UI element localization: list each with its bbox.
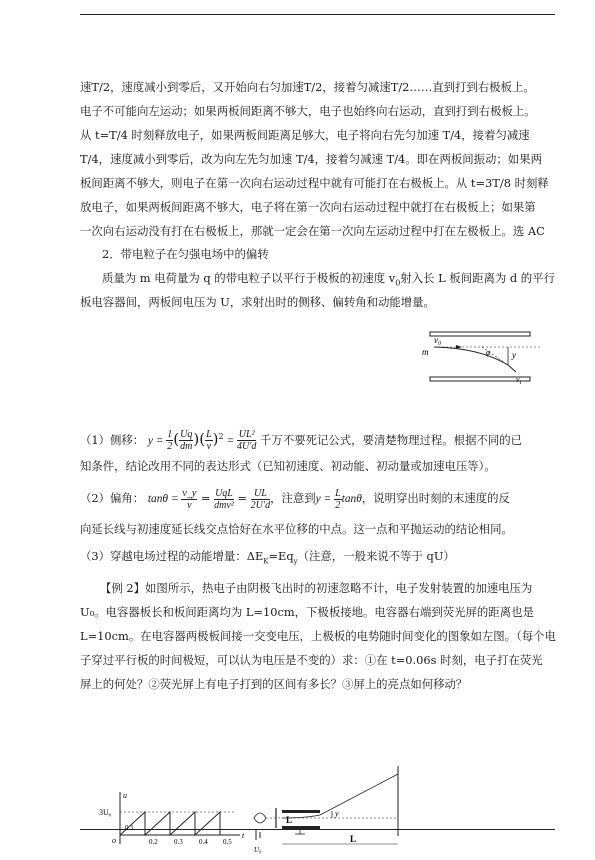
problem-line-2: 板电容器间，两板间电压为 U，求射出时的侧移、偏转角和动能增量。	[80, 295, 435, 309]
origin-label: o	[112, 836, 116, 845]
fraction-l-2	[334, 488, 342, 511]
y-label: y	[512, 350, 516, 360]
sawtooth-wave	[120, 812, 220, 835]
fraction-l-v	[205, 429, 213, 452]
example-line: L=10cm。在电容器两极板间接一交变电压，上极板的电势随时间变化的图象如左图。（每个电	[80, 629, 556, 643]
item-1-line-2: 知条件，结论改用不同的表达形式（已知初速度、初动能、初动量或加速电压等）。	[80, 459, 496, 473]
formula-y: y =	[147, 434, 167, 447]
fraction-den: 4U′d	[236, 441, 257, 453]
item-3-text: =Eq	[268, 549, 294, 563]
fraction-den: 2U′d	[250, 499, 271, 511]
trajectory-curve	[434, 347, 508, 365]
fraction-num: UL	[251, 488, 270, 500]
section-heading: 2．带电粒子在匀强电场中的偏转	[102, 247, 269, 261]
electron-deflection-apparatus	[250, 796, 400, 854]
fraction-den: 2	[167, 441, 173, 453]
vt-label: $v_t$	[516, 375, 522, 386]
lower-plate	[430, 377, 530, 381]
upper-plate	[430, 332, 530, 336]
item-1-line-1: （1）侧移： y = $\frac{1}{2}$ ( $\frac{Uq}{dm}$ )( $\frac{L}{v}$ )$^2$ = $\frac{\text{UL²}}{4U'd}$ 千万不要死记公式，要清楚物理过程。根据不同的已	[80, 429, 523, 453]
example-line: U₀。电容器板长和板间距离均为 L=10cm，下极板接地。电容器右端到荧光屏的距离也是	[80, 605, 534, 619]
header-rule	[80, 14, 555, 15]
formula-tan: tanθ =	[147, 493, 182, 505]
example-line: 子穿过平行板的时间极短，可以认为电压是不变的）求：①在 t=0.06s 时刻，电子打在荧光	[80, 653, 543, 667]
fraction-uq-dm	[179, 429, 193, 452]
tick-label: 0.1	[125, 824, 134, 832]
item-2-tail: ，说明穿出时刻的末速度的反	[361, 491, 510, 505]
fraction-num: L	[335, 487, 341, 499]
example-line: 【例 2】如图所示，热电子由阴极飞出时的初速忽略不计，电子发射装置的加速电压为	[100, 581, 533, 595]
fraction-den: dm	[180, 441, 193, 453]
item-2-label: （2）偏角：	[80, 491, 145, 505]
upper-plate	[282, 810, 320, 813]
item-2-mid: ，注意到	[270, 491, 316, 505]
u-axis-label: u	[123, 791, 127, 800]
item-2-line-1: （2）偏角： tanθ = $\frac{v\_y}{v}$ = $\frac{\text{UqL}}{\text{dmv²}}$ = $\frac{UL}{2U'd}$ ，注意到y = $\frac{L}{2}$ tanθ，说明穿出时刻的末速度的反	[80, 487, 510, 511]
example-line: 屏上的何处？②荧光屏上有电子打到的区间有多长？③屏上的亮点如何移动？	[80, 677, 468, 691]
fraction-num: L	[206, 429, 212, 441]
problem-text: 射入长 L 板间距离为 d 的平行	[400, 271, 555, 285]
fraction-num: Uq	[180, 429, 193, 441]
distance-label: L	[350, 834, 357, 844]
item-1-tail: 千万不要死记公式，要清楚物理过程。根据不同的已	[260, 432, 523, 447]
u0-label: U₀	[254, 846, 262, 854]
tick-label: 0.5	[223, 838, 232, 846]
paragraph-line: 速T/2，速度减小到零后，又开始向右匀加速T/2，接着匀减速T/2……直到打到右极板上。	[80, 80, 535, 94]
item-3-text: （3）穿越电场过程的动能增量：ΔE	[80, 549, 264, 563]
item-3-text: （注意，一般来说不等于 qU）	[297, 549, 455, 563]
y-label: y	[335, 809, 339, 818]
v0-label: $v_0$	[434, 335, 441, 347]
fraction-num: 1	[167, 429, 173, 441]
superscript: 2	[218, 432, 224, 441]
lower-plate	[282, 826, 320, 829]
paragraph-line: T/4，速度减小到零后，改为向左先匀加速 T/4，接着匀减速 T/4。即在两板间振动；如果两	[80, 152, 542, 166]
tick-label: 0.3	[174, 838, 183, 846]
formula-y2: y =	[315, 493, 335, 505]
equals: =	[223, 434, 237, 447]
fraction-vy-v	[181, 488, 197, 511]
paragraph-line: 放电子，如果两板间距离不够大，电子将在第一次向右运动过程中就打在右极板上；如果第	[80, 200, 536, 214]
plate-length-label: L	[286, 815, 293, 825]
subscript: y	[293, 557, 298, 566]
tick-label: 0.2	[149, 838, 158, 846]
subscript: 0	[395, 278, 401, 288]
fraction-den: v	[187, 499, 192, 511]
problem-text: 质量为 m 电荷量为 q 的带电粒子以平行于极板的初速度 v	[102, 271, 396, 285]
subscript: K	[263, 557, 269, 566]
deflection-diagram	[420, 320, 550, 395]
item-2-line-2: 向延长线与初速度延长线交点恰好在水平位移的中点。这一点和平抛运动的结论相同。	[80, 522, 513, 536]
mass-label: m	[422, 347, 429, 357]
tick-label: 0.4	[199, 838, 208, 846]
fraction-den: dmv²	[214, 499, 234, 511]
fraction-uql	[214, 488, 234, 511]
paragraph-line: 电子不可能向左运动；如果两板间距离不够大，电子也始终向右运动，直到打到右极板上。	[80, 104, 536, 118]
fraction-num: UqL	[215, 487, 233, 499]
paragraph-line: 板间距离不够大，则电子在第一次向右运动过程中就有可能打在右极板上。从 t=3T/8 时刻释	[80, 176, 549, 190]
cathode	[254, 813, 266, 823]
item-1-label: （1）侧移：	[80, 432, 145, 447]
problem-line-1	[102, 270, 555, 291]
tan-theta: tanθ	[341, 493, 362, 505]
fraction-num: UL²	[238, 429, 255, 441]
fraction-result	[237, 429, 256, 452]
fraction-den: 2	[335, 499, 341, 511]
voltage-time-graph	[95, 791, 245, 860]
t-axis-label: t	[242, 831, 245, 840]
item-3	[80, 548, 455, 569]
three-u0-label: 3U₀	[99, 808, 112, 817]
fraction-den: v	[206, 441, 212, 453]
phi-label: φ	[486, 348, 491, 357]
exit-velocity-arrow	[508, 365, 516, 372]
paragraph-line: 一次向右运动没有打在右极板上，那就一定会在第一次向左运动过程中打在左极板上。选 AC	[80, 224, 545, 238]
fraction-num: v_y	[182, 487, 197, 499]
fraction-ul	[251, 488, 270, 511]
paragraph-line: 从 t=T/4 时刻释放电子，如果两板间距离足够大，电子将向右先匀加速 T/4，接着匀减速	[80, 128, 530, 142]
